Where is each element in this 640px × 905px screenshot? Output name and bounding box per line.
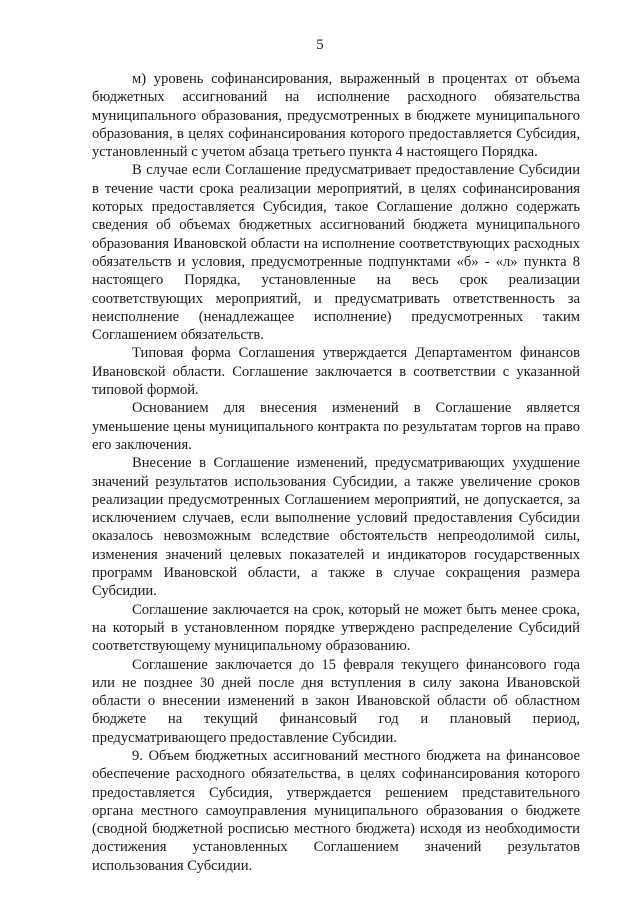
paragraph-changes-restrictions: Внесение в Соглашение изменений, предусматривающих ухудшение значений результатов использования Субсидии, а также увеличение сроков реализации предусмотренных Соглашением мероприятий, не допускается, за исключением случаев, если выполнение условий предоставления Субсидии оказалось невозможным вследствие обстоятельств непреодолимой силы, изменения значений целевых показателей и индикаторов государственных программ Ивановской области, а также в случае сокращения размера Субсидии.: [92, 455, 580, 600]
page-number: 5: [316, 37, 324, 53]
document-body: [92, 70, 580, 875]
paragraph-agreement-deadline: Соглашение заключается до 15 февраля текущего финансового года или не позднее 30 дней после дня вступления в силу закона Ивановской области о внесении изменений в закон Ивановской области об областном бюджете на текущий финансовый год и плановый период, предусматривающего предоставление Субсидии.: [92, 656, 580, 746]
paragraph-agreement-term: Соглашение заключается на срок, который не может быть менее срока, на который в установленном порядке утверждено распределение Субсидий соответствующему муниципальному образованию.: [92, 601, 580, 655]
paragraph-item-9: 9. Объем бюджетных ассигнований местного бюджета на финансовое обеспечение расходного обязательства, в целях софинансирования которого предоставляется Субсидия, утверждается решением представительного органа местного самоуправления муниципального образования о бюджете (сводной бюджетной росписью местного бюджета) исходя из необходимости достижения установленных Соглашением значений результатов использования Субсидии.: [92, 747, 580, 874]
paragraph-partial-term: В случае если Соглашение предусматривает предоставление Субсидии в течение части срока реализации мероприятий, в целях софинансирования которых предоставляется Субсидия, такое Соглашение должно содержать сведения об объемах бюджетных ассигнований бюджета муниципального образования Ивановской области на исполнение соответствующих расходных обязательств и условия, предусмотренные подпунктами «б» - «л» пункта 8 настоящего Порядка, установленные на весь срок реализации соответствующих мероприятий, и предусматривать ответственность за неисполнение (ненадлежащее исполнение) предусмотренных таким Соглашением обязательств.: [92, 162, 580, 344]
paragraph-subitem-m: м) уровень софинансирования, выраженный в процентах от объема бюджетных ассигнований на исполнение расходного обязательства муниципального образования, предусмотренных в бюджете муниципального образования, в целях софинансирования которого предоставляется Субсидия, установленный с учетом абзаца третьего пункта 4 настоящего Порядка.: [92, 71, 580, 161]
paragraph-standard-form: Типовая форма Соглашения утверждается Департаментом финансов Ивановской области. Соглашение заключается в соответствии с указанной типовой формой.: [92, 345, 580, 399]
paragraph-grounds-for-changes: Основанием для внесения изменений в Соглашение является уменьшение цены муниципального контракта по результатам торгов на право его заключения.: [92, 400, 580, 453]
